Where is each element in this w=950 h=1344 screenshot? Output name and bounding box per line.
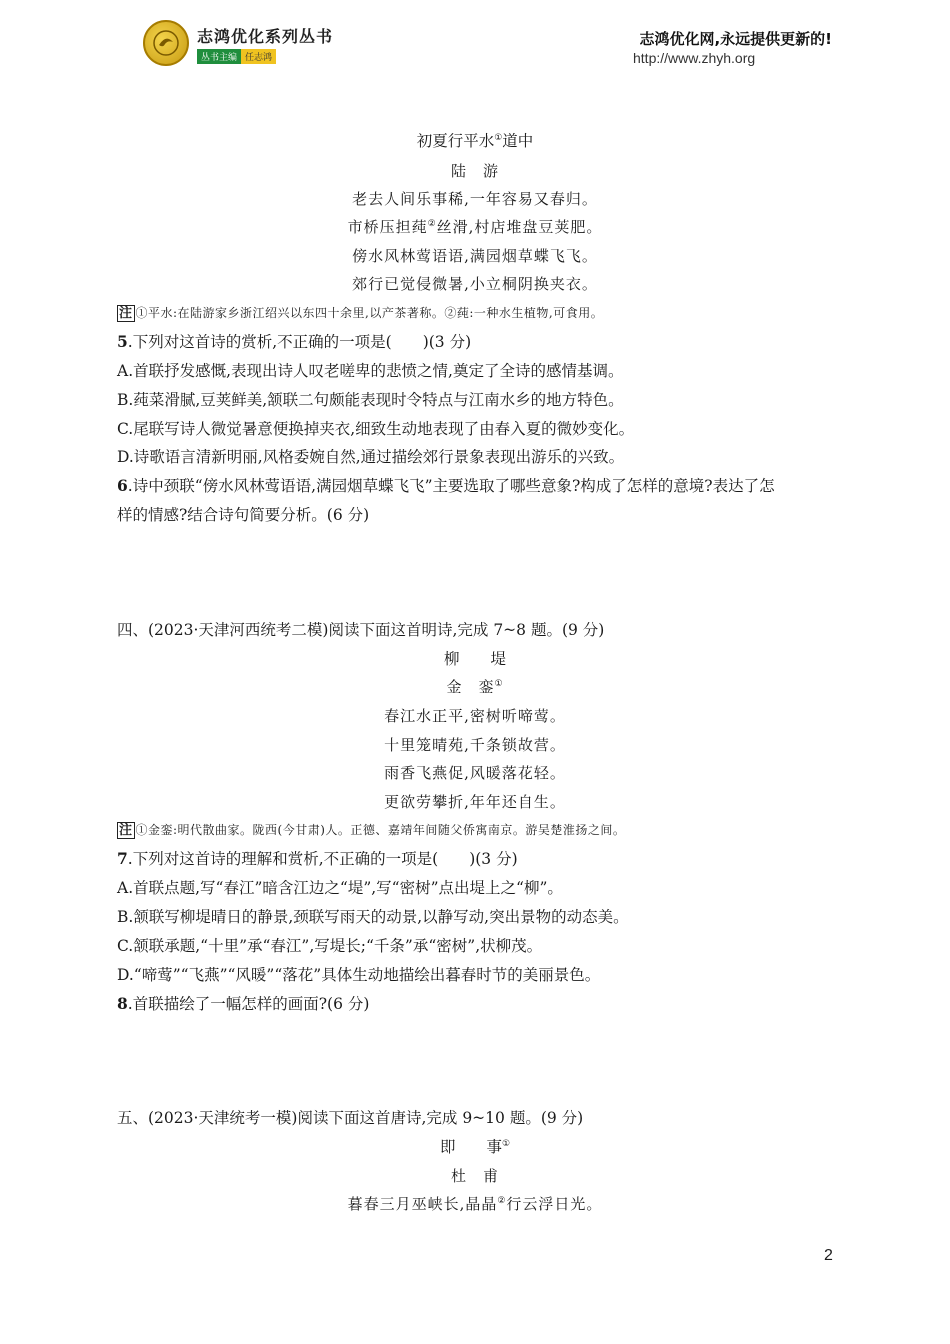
poem1-title: 初夏行平水①道中	[416, 132, 534, 150]
question-5-option-b: B.莼菜滑腻,豆荚鲜美,颔联二句颇能表现时令特点与江南水乡的地方特色。	[117, 391, 624, 409]
page-header	[0, 0, 950, 80]
question-5-option-d: D.诗歌语言清新明丽,风格委婉自然,通过描绘郊行景象表现出游乐的兴致。	[117, 448, 625, 466]
note-marker: 注	[119, 306, 133, 321]
poem3-author: 杜 甫	[450, 1167, 499, 1185]
brand-logo	[143, 20, 343, 68]
page-number: 2	[824, 1247, 833, 1264]
poem2-author: 金 銮①	[446, 678, 504, 696]
note-marker: 注	[119, 823, 133, 838]
question-5-option-a: A.首联抒发感慨,表现出诗人叹老嗟卑的悲愤之情,奠定了全诗的感情基调。	[117, 362, 624, 380]
poem1-line-2: 市桥压担莼②丝滑,村店堆盘豆荚肥。	[347, 218, 603, 236]
question-6-stem: 6.诗中颈联“傍水风林莺语语,满园烟草蝶飞飞”主要选取了哪些意象?构成了怎样的意境?表达了怎	[117, 476, 775, 495]
header-slogan: 志鸿优化网,永远提供更新的!	[639, 30, 832, 48]
poem2-title: 柳 堤	[443, 650, 506, 668]
brand-editor-badge	[197, 49, 276, 63]
poem1-line-3: 傍水风林莺语语,满园烟草蝶飞飞。	[352, 247, 598, 265]
section-4-heading: 四、(2023·天津河西统考二模)阅读下面这首明诗,完成 7~8 题。(9 分)	[117, 621, 605, 639]
question-7-option-b: B.颔联写柳堤晴日的静景,颈联写雨天的动景,以静写动,突出景物的动态美。	[117, 908, 629, 926]
poem2-line-1: 春江水正平,密树听啼莺。	[384, 707, 566, 725]
poem1-author: 陆 游	[450, 162, 499, 180]
question-7-option-c: C.颔联承题,“十里”承“春江”,写堤长;“千条”承“密树”,状柳茂。	[117, 937, 543, 955]
header-url-link[interactable]: http://www.zhyh.org	[633, 50, 756, 66]
question-6-stem-cont: 样的情感?结合诗句简要分析。(6 分)	[117, 506, 370, 524]
poem2-line-4: 更欲劳攀折,年年还自生。	[384, 793, 566, 811]
poem3-line-1: 暮春三月巫峡长,晶晶②行云浮日光。	[347, 1195, 603, 1213]
question-5-option-c: C.尾联写诗人微觉暑意便换掉夹衣,细致生动地表现了由春入夏的微妙变化。	[117, 420, 635, 438]
poem2-line-3: 雨香飞燕促,风暖落花轻。	[384, 764, 566, 782]
section-5-heading: 五、(2023·天津统考一模)阅读下面这首唐诗,完成 9~10 题。(9 分)	[117, 1109, 584, 1127]
question-7-option-a: A.首联点题,写“春江”暗含江边之“堤”,写“密树”点出堤上之“柳”。	[117, 879, 563, 897]
poem1-line-4: 郊行已觉侵微暑,小立桐阴换夹衣。	[352, 275, 598, 293]
brand-title: 志鸿优化系列丛书	[197, 27, 334, 46]
poem2-note: 注 ①金銮:明代散曲家。陇西(今甘肃)人。正德、嘉靖年间随父侨寓南京。游吴楚淮扬之间。	[119, 823, 626, 838]
poem1-line-1: 老去人间乐事稀,一年容易又春归。	[352, 190, 598, 208]
poem3-title: 即 事①	[439, 1138, 511, 1156]
poem2-line-2: 十里笼晴苑,千条锁故营。	[384, 736, 566, 754]
editor-label: 丛书主编	[197, 49, 241, 64]
question-5-stem: 5.下列对这首诗的赏析,不正确的一项是( )(3 分)	[117, 332, 472, 351]
logo-emblem-icon	[143, 20, 189, 66]
question-7-option-d: D.“啼莺”“飞燕”“风暖”“落花”具体生动地描绘出暮春时节的美丽景色。	[117, 966, 601, 984]
question-7-stem: 7.下列对这首诗的理解和赏析,不正确的一项是( )(3 分)	[117, 849, 518, 868]
poem1-note: 注 ①平水:在陆游家乡浙江绍兴以东四十余里,以产茶著称。②莼:一种水生植物,可食用。	[119, 306, 604, 321]
editor-name: 任志鸿	[241, 49, 276, 64]
question-8-stem: 8.首联描绘了一幅怎样的画面?(6 分)	[117, 994, 370, 1013]
